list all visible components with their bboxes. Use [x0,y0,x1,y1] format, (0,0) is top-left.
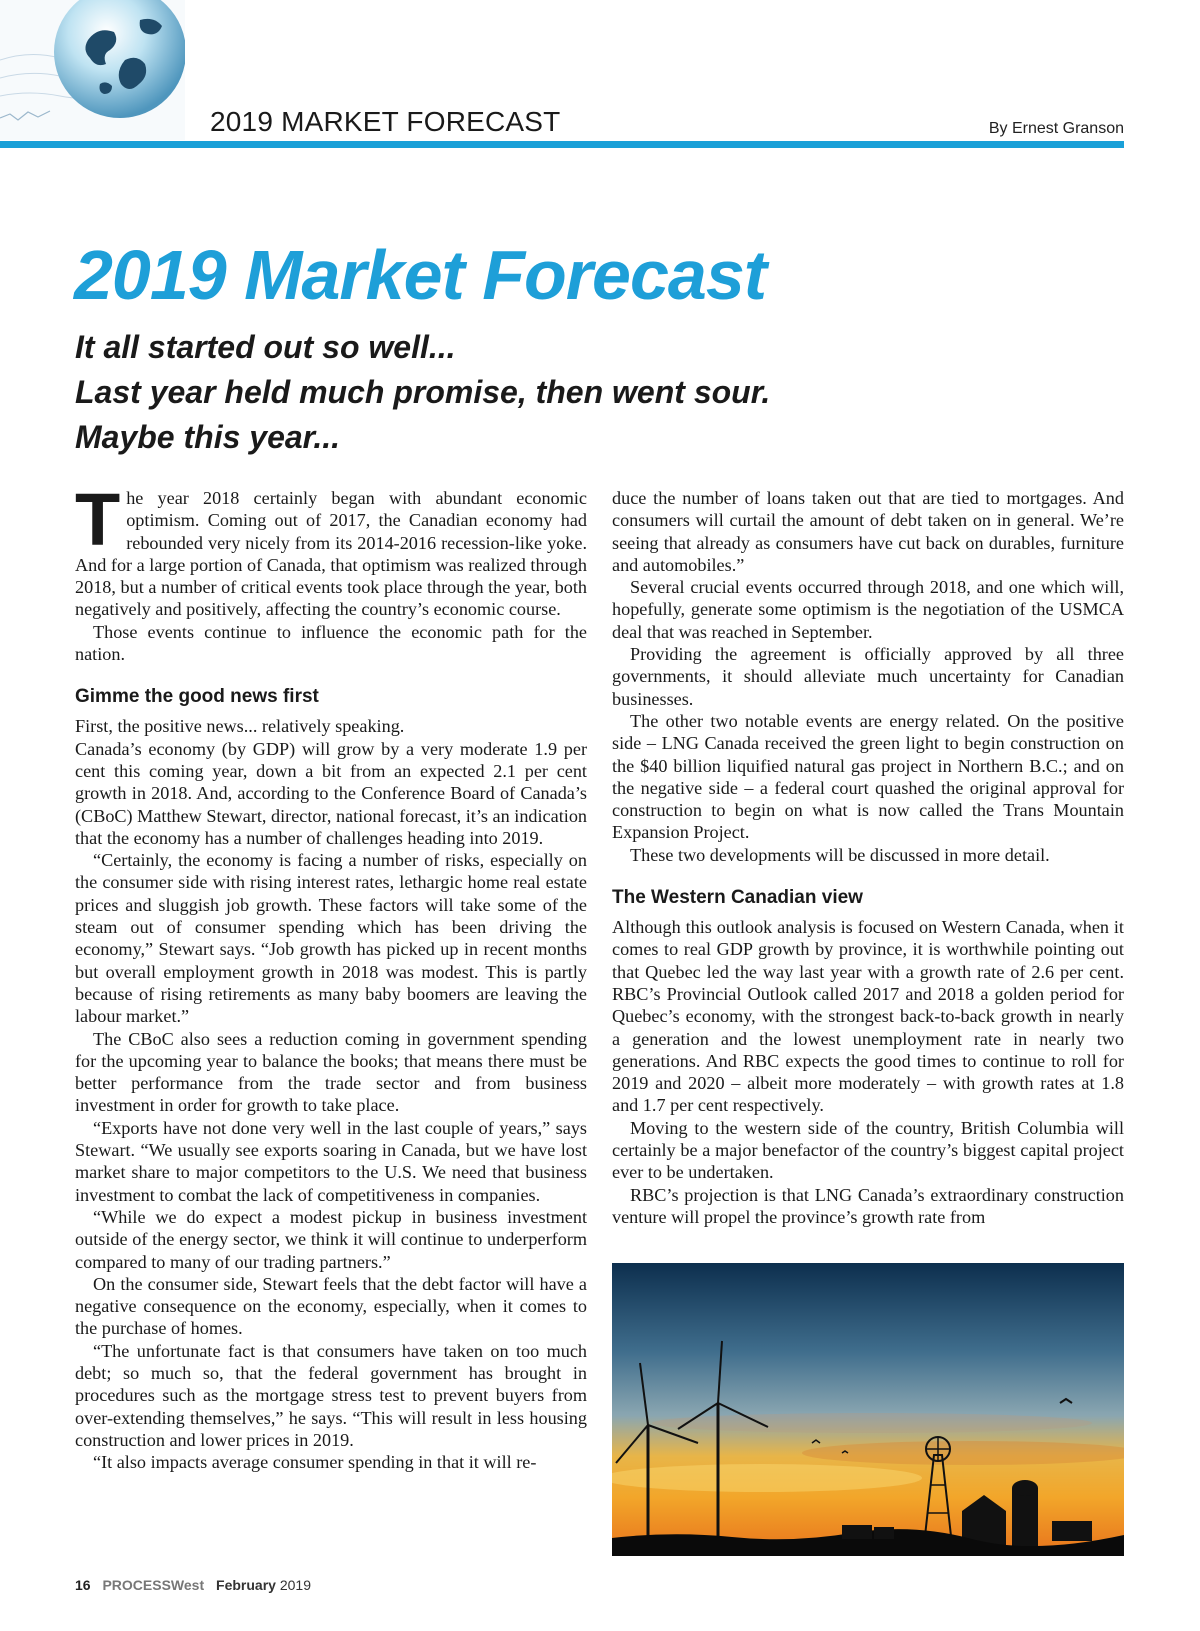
issue-month: February [216,1577,276,1593]
article-subtitle [75,325,770,460]
drop-cap: T [75,478,121,561]
page-footer [75,1577,311,1593]
paragraph: “The unfortunate fact is that consumers have taken on too much debt; so much so, that the federal government has brought in procedures such as the mortgage stress test to prevent buyers from over-extending themselves,” he says. “This will result in less housing construction and lower prices in 2019. [75,1340,587,1450]
paragraph: The other two notable events are energy related. On the positive side – LNG Canada received the green light to begin construction on the $40 billion liquified natural gas project in Northern B.C.; and on the negative side – a federal court quashed the original approval for construction to begin on what is now called the Trans Mountain Expansion Project. [612,710,1124,843]
issue-year: 2019 [279,1577,311,1593]
subtitle-line: It all started out so well... [75,329,456,365]
paragraph: The CBoC also sees a reduction coming in government spending for the upcoming year to balance the books; that means there must be better performance from the trade sector and from business investment in order for growth to take place. [75,1028,587,1116]
paragraph: “While we do expect a modest pickup in business investment outside of the energy sector, we think it will continue to underperform compared to many of our trading partners.” [75,1206,587,1272]
section-heading: The Western Canadian view [612,887,863,909]
paragraph: These two developments will be discussed in more detail. [630,844,1050,865]
header-rule [0,141,1124,148]
paragraph: The year 2018 certainly began with abundant economic optimism. Coming out of 2017, the Canadian economy had rebounded very nicely from its 2014-2016 recession-like yoke. And for a large portion of Canada, that optimism was realized through 2018, but a number of critical events took place through the year, both negatively and positively, affecting the country’s economic course. [75,478,587,620]
paragraph: “It also impacts average consumer spending in that it will re- [93,1452,537,1473]
wind-turbines-photo [612,1263,1124,1556]
section-heading: Gimme the good news first [75,686,319,708]
globe-graphic [0,0,185,140]
subtitle-line: Last year held much promise, then went sour. [75,374,771,410]
right-column [612,487,1124,1228]
paragraph: Moving to the western side of the country, British Columbia will certainly be a major benefactor of the country’s biggest capital project ever to be undertaken. [612,1117,1124,1183]
paragraph: Canada’s economy (by GDP) will grow by a very moderate 1.9 per cent this coming year, down a bit from an expected 2.1 per cent growth in 2018. And, according to the Conference Board of Canada’s (CBoC) Matthew Stewart, director, national forecast, it’s an indication that the economy has a number of challenges heading into 2019. [75,738,587,848]
subtitle-line: Maybe this year... [75,419,341,455]
left-column [75,478,587,1473]
page-number: 16 [75,1577,91,1593]
paragraph: First, the positive news... relatively speaking. [75,716,405,737]
section-label: 2019 MARKET FORECAST [210,106,561,137]
paragraph: Those events continue to influence the economic path for the nation. [75,621,587,665]
magazine-name: PROCESSWest [102,1577,205,1593]
paragraph: Although this outlook analysis is focused on Western Canada, when it comes to real GDP growth by province, it is worthwhile pointing out that Quebec led the way last year with a growth rate of 2.6 per cent. RBC’s Provincial Outlook called 2017 and 2018 a golden period for Quebec’s economy, with the strongest back-to-back growth in nearly a generation and the lowest unemployment rate in nearly two generations. And RBC expects the good times to continue to roll for 2019 and 2020 – albeit more moderately – with growth rates at 1.8 and 1.7 per cent respectively. [612,917,1124,1116]
paragraph: “Certainly, the economy is facing a number of risks, especially on the consumer side with rising interest rates, lethargic home real estate prices and sluggish job growth. These factors will take some of the steam out of consumer spending which has been driving the economy,” Stewart says. “Job growth has picked up in recent months but overall employment growth in 2018 was modest. This is partly because of rising retirements as many baby boomers are leaving the labour market.” [75,850,587,1027]
byline: By Ernest Granson [988,120,1124,137]
article-title: 2019 Market Forecast [74,236,767,314]
paragraph: On the consumer side, Stewart feels that the debt factor will have a negative consequence on the economy, especially, when it comes to the purchase of homes. [75,1273,587,1339]
paragraph: Several crucial events occurred through 2018, and one which will, hopefully, generate some optimism is the negotiation of the USMCA deal that was reached in September. [612,577,1124,642]
paragraph: duce the number of loans taken out that are tied to mortgages. And consumers will curtail the amount of debt taken on in general. We’re seeing that already as consumers have cut back on durables, furniture and automobiles.” [612,488,1124,575]
paragraph: “Exports have not done very well in the last couple of years,” says Stewart. “We usually see exports soaring in Canada, but we have lost market share to major competitors to the U.S. We need that business investment to combat the lack of competitiveness in companies. [75,1117,587,1205]
paragraph: RBC’s projection is that LNG Canada’s extraordinary construction venture will propel the province’s growth rate from [612,1184,1124,1227]
paragraph: Providing the agreement is officially approved by all three governments, it should alleviate much uncertainty for Canadian businesses. [612,644,1124,709]
